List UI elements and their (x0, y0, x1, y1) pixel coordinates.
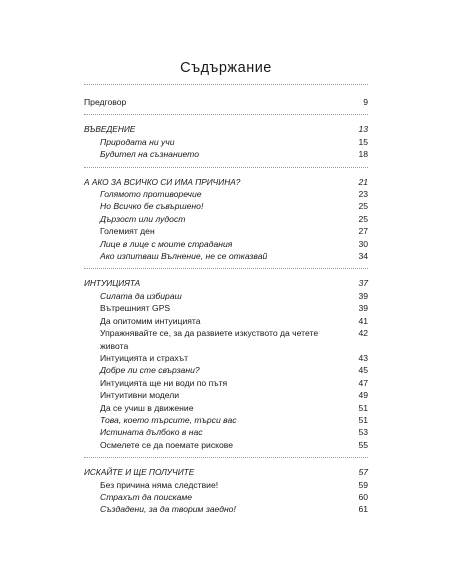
toc-entry-page: 23 (358, 189, 368, 200)
toc-entry-label: Ако изпитваш Вълнение, не се отказвай (100, 251, 268, 262)
page-title: Съдържание (180, 60, 272, 76)
toc-entry[interactable] (84, 503, 368, 515)
toc-entry-label: Силата да избираш (100, 290, 182, 301)
toc-section-page: 57 (358, 467, 368, 478)
toc-entry-page: 9 (363, 97, 368, 107)
toc-entry-label: Но Всичко бе съвършено! (100, 201, 204, 212)
toc-entry[interactable] (84, 439, 368, 451)
toc-entry-page: 59 (358, 479, 368, 490)
toc-entry[interactable] (84, 225, 368, 237)
toc-entry-page: 25 (358, 201, 368, 212)
toc-entry-label: Лице в лице с моите страдания (100, 238, 233, 249)
toc-entry-page: 34 (358, 251, 368, 262)
toc-entry[interactable] (84, 188, 368, 200)
toc-entry-page: 49 (358, 390, 368, 401)
toc-section-heading[interactable] (84, 123, 368, 135)
toc-entry[interactable] (84, 491, 368, 503)
toc-entry[interactable] (84, 315, 368, 327)
toc-entry[interactable] (84, 148, 368, 160)
toc-entry[interactable] (84, 352, 368, 364)
toc-entry-page: 41 (358, 315, 368, 326)
toc-section-heading[interactable] (84, 466, 368, 478)
toc-entry-label: Създадени, за да творим заедно! (100, 504, 236, 515)
toc-entry-page: 43 (358, 352, 368, 363)
toc-entry-label: Това, което търсите, търси вас (100, 414, 237, 425)
toc-entry-label: Без причина няма следствие! (100, 479, 219, 490)
toc-entry-label: Предговор (84, 97, 127, 107)
toc-entry-preface[interactable] (84, 96, 368, 108)
section-divider (84, 114, 368, 115)
toc-section-title: ИНТУИЦИЯТА (84, 278, 141, 289)
toc-section-page: 13 (358, 124, 368, 135)
toc-section-heading[interactable] (84, 277, 368, 289)
toc-entry-label: Да опитомим интуицията (100, 315, 201, 326)
toc-entry-page: 51 (358, 402, 368, 413)
toc-entry-label: Природата ни учи (100, 136, 175, 147)
toc-entry-page: 55 (358, 439, 368, 450)
toc-entry[interactable] (84, 402, 368, 414)
toc-entry-page: 47 (358, 377, 368, 388)
toc-section-page: 37 (358, 278, 368, 289)
title-divider (84, 84, 368, 85)
toc-entry-label: Голямото противоречие (100, 189, 202, 200)
toc-entry-label: Интуицията и страхът (100, 352, 189, 363)
toc-entry[interactable] (84, 327, 368, 352)
toc-entry-page: 61 (358, 504, 368, 515)
toc-entry-label: Да се учиш в движение (100, 402, 194, 413)
toc-entry[interactable] (84, 426, 368, 438)
toc-entry-page: 42 (358, 328, 368, 339)
toc-section-title: ИСКАЙТЕ И ЩЕ ПОЛУЧИТЕ (84, 467, 195, 478)
table-of-contents (84, 96, 368, 516)
toc-entry-page: 30 (358, 238, 368, 249)
toc-entry-page: 18 (358, 149, 368, 160)
toc-entry[interactable] (84, 238, 368, 250)
toc-entry[interactable] (84, 290, 368, 302)
toc-entry[interactable] (84, 364, 368, 376)
section-divider (84, 167, 368, 168)
toc-entry-label: Интуитивни модели (100, 390, 180, 401)
toc-entry-label: Страхът да поискаме (100, 491, 193, 502)
toc-entry-page: 15 (358, 136, 368, 147)
toc-entry[interactable] (84, 377, 368, 389)
toc-entry[interactable] (84, 414, 368, 426)
section-divider (84, 457, 368, 458)
toc-entry[interactable] (84, 479, 368, 491)
toc-entry-label: Истината дълбоко в нас (100, 427, 203, 438)
toc-entry-page: 53 (358, 427, 368, 438)
toc-entry[interactable] (84, 250, 368, 262)
toc-section-page: 21 (358, 176, 368, 187)
toc-entry-label: Вътрешният GPS (100, 303, 171, 314)
toc-entry-label: Големият ден (100, 226, 155, 237)
toc-entry[interactable] (84, 136, 368, 148)
toc-entry-label: Будител на съзнанието (100, 149, 199, 160)
toc-section-title: А АКО ЗА ВСИЧКО СИ ИМА ПРИЧИНА? (84, 176, 241, 187)
toc-entry-page: 45 (358, 365, 368, 376)
toc-entry-page: 27 (358, 226, 368, 237)
toc-entry-label: Интуицията ще ни води по пътя (100, 377, 228, 388)
toc-entry[interactable] (84, 200, 368, 212)
section-divider (84, 268, 368, 269)
toc-entry-page: 60 (358, 491, 368, 502)
toc-entry-page: 39 (358, 303, 368, 314)
toc-entry-label: Упражнявайте се, за да развиете изкуството да четете живота (100, 328, 319, 351)
toc-entry[interactable] (84, 302, 368, 314)
toc-entry-label: Осмелете се да поемате рискове (100, 439, 234, 450)
toc-entry-page: 25 (358, 213, 368, 224)
toc-entry-page: 39 (358, 290, 368, 301)
toc-entry[interactable] (84, 213, 368, 225)
toc-entry-page: 51 (358, 414, 368, 425)
toc-entry[interactable] (84, 389, 368, 401)
toc-section-title: ВЪВЕДЕНИЕ (84, 124, 136, 135)
toc-section-heading[interactable] (84, 176, 368, 188)
toc-entry-label: Дързост или лудост (100, 213, 186, 224)
toc-entry-label: Добре ли сте свързани? (100, 365, 200, 376)
